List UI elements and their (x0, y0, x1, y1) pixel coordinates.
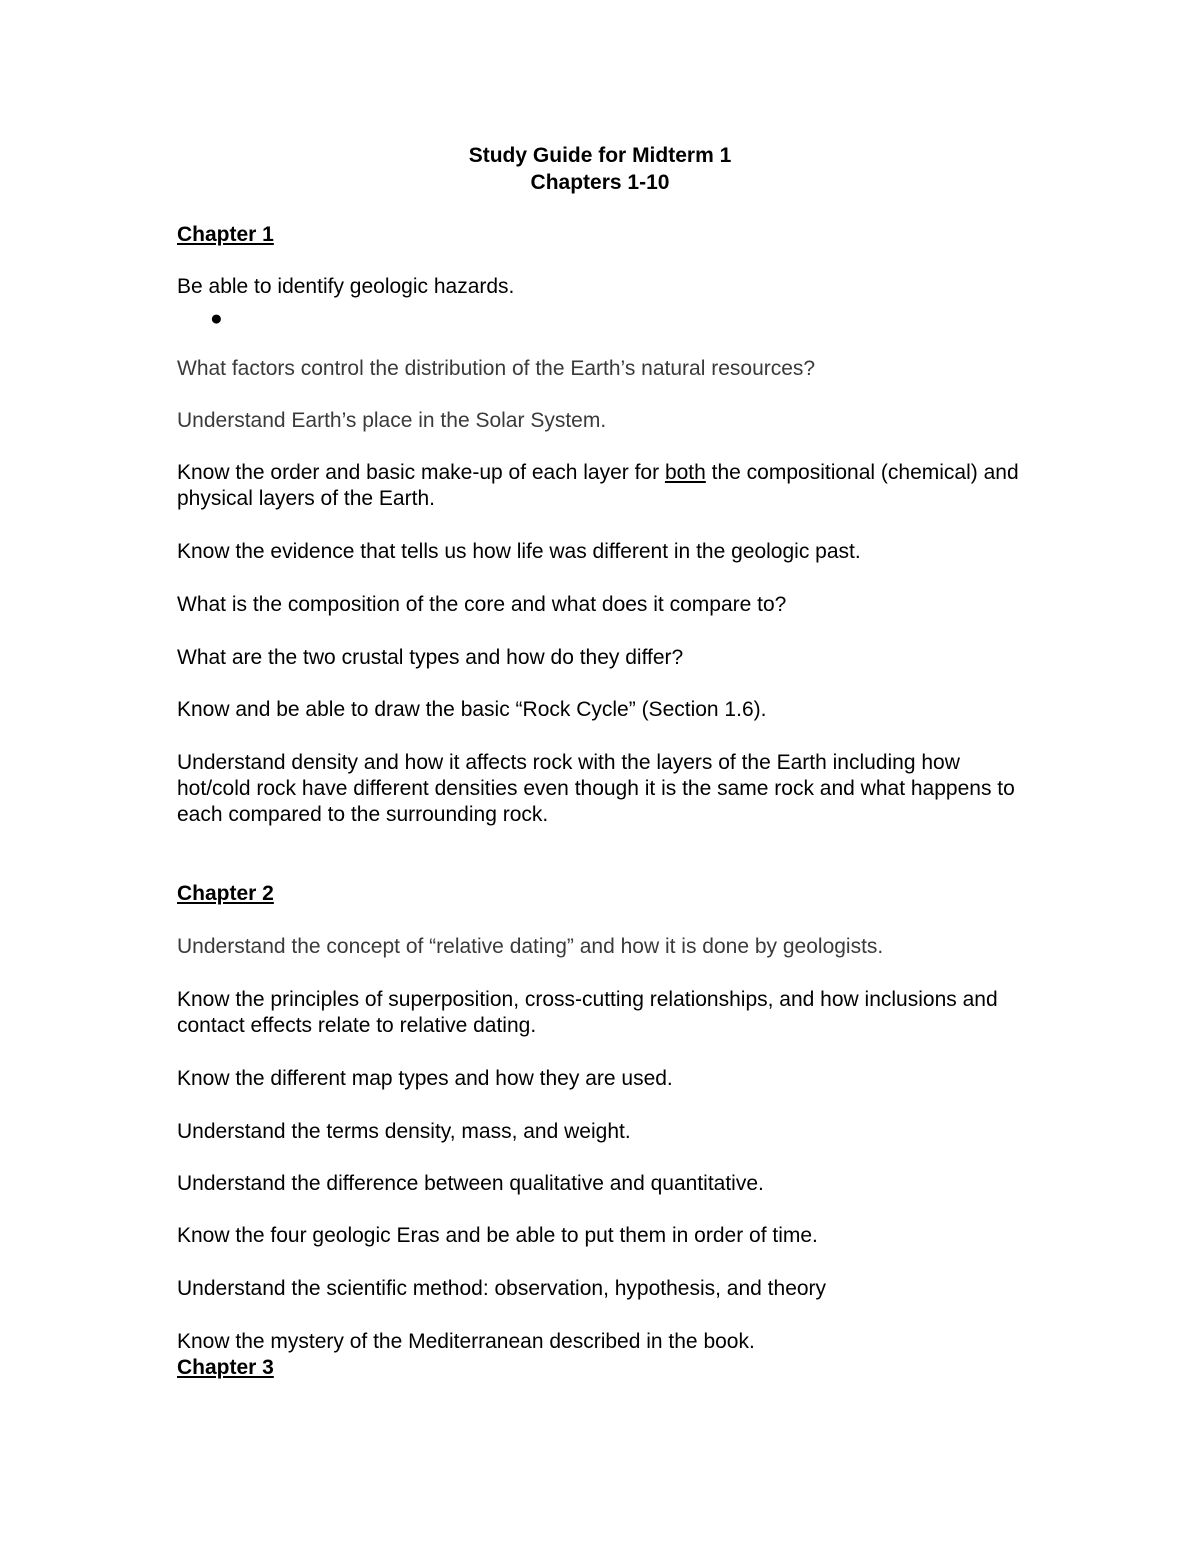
chapter-1-item-4 (177, 460, 1037, 512)
chapter-1-item-9: Understand density and how it affects rock with the layers of the Earth including how hot/cold rock have different densities even though it is the same rock and what happens to each compared to the surrounding rock. (177, 751, 1015, 826)
chapter-2-item-7: Understand the scientific method: observation, hypothesis, and theory (177, 1277, 827, 1300)
chapter-1-item-6: What is the composition of the core and what does it compare to? (177, 593, 787, 616)
chapter-1-item-4-emphasis: both (664, 461, 706, 484)
chapter-2-item-6: Know the four geologic Eras and be able to put them in order of time. (177, 1224, 818, 1247)
chapter-2-item-3: Know the different map types and how they are used. (177, 1067, 673, 1090)
chapter-1-item-7: What are the two crustal types and how do they differ? (177, 646, 684, 669)
chapter-2-item-4: Understand the terms density, mass, and weight. (177, 1120, 631, 1143)
chapter-1-item-4-before: Know the order and basic make-up of each layer for (177, 461, 665, 484)
chapter-1-item-1: Be able to identify geologic hazards. (177, 275, 515, 298)
chapter-1-item-2: What factors control the distribution of the Earth’s natural resources? (177, 357, 816, 380)
chapter-1-item-4-after: the compositional (chemical) and physical layers of the Earth. (177, 461, 1019, 510)
document-title: Study Guide for Midterm 1 (468, 144, 732, 167)
chapter-2-item-8: Know the mystery of the Mediterranean described in the book. (177, 1330, 755, 1353)
bullet-icon: ● (210, 307, 223, 330)
chapter-2-heading: Chapter 2 (177, 882, 274, 905)
document-subtitle: Chapters 1-10 (530, 171, 670, 194)
chapter-1-heading: Chapter 1 (177, 223, 274, 246)
chapter-2-item-2: Know the principles of superposition, cross-cutting relationships, and how inclusions and contact effects relate to relative dating. (177, 988, 998, 1037)
chapter-1-item-8: Know and be able to draw the basic “Rock Cycle” (Section 1.6). (177, 698, 767, 721)
chapter-1-item-5: Know the evidence that tells us how life was different in the geologic past. (177, 540, 861, 563)
chapter-3-heading: Chapter 3 (177, 1356, 274, 1379)
chapter-2-item-1: Understand the concept of “relative dating” and how it is done by geologists. (177, 935, 884, 958)
chapter-2-item-5: Understand the difference between qualitative and quantitative. (177, 1172, 764, 1195)
chapter-1-item-3: Understand Earth’s place in the Solar System. (177, 409, 607, 432)
